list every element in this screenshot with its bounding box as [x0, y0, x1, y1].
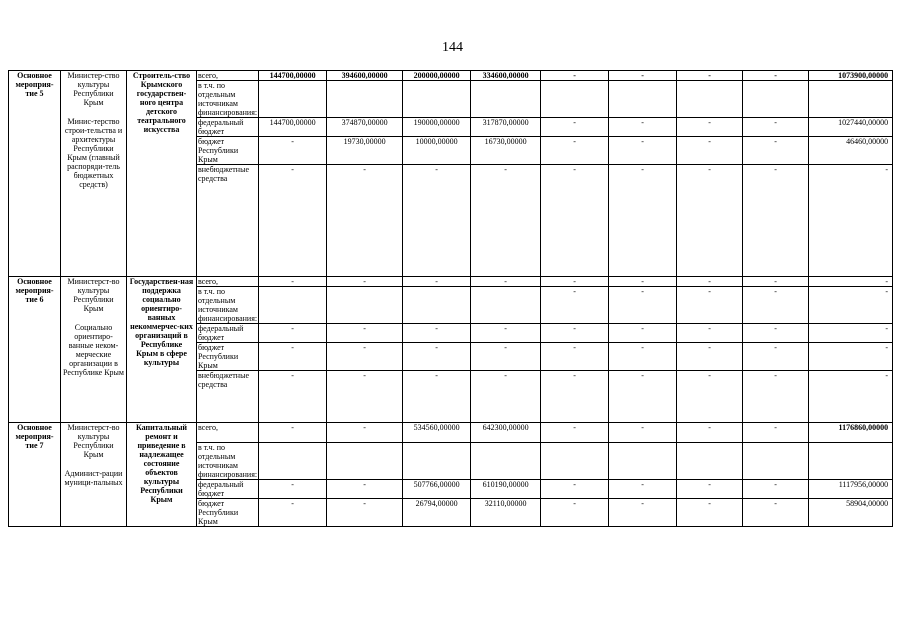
value-cell: 26794,00000 [403, 499, 471, 527]
value-cell: - [677, 499, 743, 527]
value-cell: - [541, 343, 609, 371]
value-cell: - [403, 165, 471, 277]
value-cell: - [327, 499, 403, 527]
value-cell: - [471, 165, 541, 277]
executor-text: Социально ориентиро-ванные неком-мерческие организации в Республике Крым [63, 323, 124, 377]
budget-table [8, 70, 893, 527]
value-cell: 507766,00000 [403, 480, 471, 499]
value-cell [403, 287, 471, 324]
value-cell: - [259, 277, 327, 287]
total-cell [809, 443, 893, 480]
value-cell: 317870,00000 [471, 118, 541, 137]
value-cell: - [609, 287, 677, 324]
value-cell: - [259, 165, 327, 277]
source-label: федеральный бюджет [197, 118, 259, 137]
value-cell: 16730,00000 [471, 137, 541, 165]
value-cell: - [677, 165, 743, 277]
source-label: всего, [197, 423, 259, 443]
total-cell: - [809, 165, 893, 277]
value-cell: - [743, 277, 809, 287]
total-cell: 1117956,00000 [809, 480, 893, 499]
value-cell: - [609, 277, 677, 287]
executor-text: Министер-ство культуры Республики Крым [67, 71, 120, 107]
value-cell: - [609, 165, 677, 277]
total-cell: 1027440,00000 [809, 118, 893, 137]
total-cell: 1176860,00000 [809, 423, 893, 443]
event-title-cell: Государствен-ная поддержка социально ориентиро-ванных некоммерчес-ких организаций в Республике Крым в сфере культуры [127, 277, 197, 423]
value-cell [743, 443, 809, 480]
value-cell: - [541, 71, 609, 81]
source-label: всего, [197, 71, 259, 81]
value-cell [677, 443, 743, 480]
value-cell: - [677, 137, 743, 165]
value-cell: - [471, 371, 541, 423]
value-cell: 374870,00000 [327, 118, 403, 137]
value-cell: - [743, 165, 809, 277]
value-cell: 32110,00000 [471, 499, 541, 527]
value-cell: - [541, 480, 609, 499]
value-cell: - [609, 118, 677, 137]
value-cell: - [609, 423, 677, 443]
event-number-cell: Основное мероприя-тие 7 [9, 423, 61, 527]
value-cell: 642300,00000 [471, 423, 541, 443]
total-cell: - [809, 287, 893, 324]
executor-text: Министерст-во культуры Республики Крым [67, 277, 120, 313]
total-cell: 1073900,00000 [809, 71, 893, 81]
value-cell: 334600,00000 [471, 71, 541, 81]
total-cell: - [809, 343, 893, 371]
event-title-cell: Строитель-ство Крымского государствен-ного центра детского театрального искусства [127, 71, 197, 277]
value-cell: - [327, 371, 403, 423]
value-cell: - [677, 371, 743, 423]
event-title-cell: Капитальный ремонт и приведение в надлежащее состояние объектов культуры Республики Крым [127, 423, 197, 527]
source-label: бюджет Республики Крым [197, 499, 259, 527]
value-cell: - [609, 343, 677, 371]
value-cell: - [677, 480, 743, 499]
value-cell [259, 81, 327, 118]
source-label: бюджет Республики Крым [197, 343, 259, 371]
value-cell: - [327, 343, 403, 371]
value-cell: - [677, 277, 743, 287]
value-cell: - [541, 137, 609, 165]
value-cell: - [677, 423, 743, 443]
source-label: бюджет Республики Крым [197, 137, 259, 165]
executor-text: Министерст-во культуры Республики Крым [67, 423, 120, 459]
value-cell [541, 81, 609, 118]
value-cell: - [541, 287, 609, 324]
source-label: в т.ч. по отдельным источникам финансирования: [198, 443, 258, 479]
executor-cell [61, 71, 127, 277]
value-cell: - [609, 324, 677, 343]
value-cell [743, 81, 809, 118]
value-cell: - [677, 343, 743, 371]
value-cell: - [327, 480, 403, 499]
value-cell [259, 287, 327, 324]
value-cell: - [259, 480, 327, 499]
source-label: федеральный бюджет [197, 324, 259, 343]
value-cell: 394600,00000 [327, 71, 403, 81]
value-cell [541, 443, 609, 480]
value-cell: 10000,00000 [403, 137, 471, 165]
value-cell [471, 287, 541, 324]
table-row [9, 71, 893, 81]
value-cell: - [403, 324, 471, 343]
value-cell: - [403, 277, 471, 287]
value-cell: - [541, 423, 609, 443]
value-cell: - [609, 499, 677, 527]
value-cell: 200000,00000 [403, 71, 471, 81]
value-cell [471, 443, 541, 480]
table-row [9, 277, 893, 287]
executor-cell [61, 423, 127, 527]
value-cell [403, 443, 471, 480]
source-label: в т.ч. по отдельным источникам финансирования: [198, 81, 258, 117]
value-cell [327, 287, 403, 324]
value-cell: - [743, 371, 809, 423]
total-cell: 46460,00000 [809, 137, 893, 165]
value-cell: - [403, 371, 471, 423]
event-number-cell: Основное мероприя-тие 5 [9, 71, 61, 277]
value-cell: - [327, 324, 403, 343]
total-cell: 58904,00000 [809, 499, 893, 527]
value-cell: - [541, 499, 609, 527]
value-cell: 19730,00000 [327, 137, 403, 165]
value-cell: - [609, 137, 677, 165]
value-cell: - [743, 343, 809, 371]
value-cell: - [609, 71, 677, 81]
value-cell: - [259, 343, 327, 371]
value-cell: - [541, 277, 609, 287]
value-cell: - [743, 423, 809, 443]
value-cell [471, 81, 541, 118]
value-cell: - [259, 137, 327, 165]
total-cell [809, 81, 893, 118]
value-cell: - [743, 137, 809, 165]
value-cell [609, 81, 677, 118]
value-cell: - [677, 287, 743, 324]
value-cell: - [677, 324, 743, 343]
value-cell: - [541, 118, 609, 137]
source-label: в т.ч. по отдельным источникам финансирования: [198, 287, 258, 323]
value-cell: - [327, 423, 403, 443]
value-cell: - [677, 118, 743, 137]
value-cell [609, 443, 677, 480]
value-cell: - [327, 277, 403, 287]
value-cell: - [259, 423, 327, 443]
value-cell: - [541, 371, 609, 423]
value-cell [677, 81, 743, 118]
executor-cell [61, 277, 127, 423]
value-cell: - [259, 499, 327, 527]
value-cell: - [743, 71, 809, 81]
value-cell: - [743, 287, 809, 324]
value-cell: - [743, 480, 809, 499]
value-cell: - [743, 324, 809, 343]
total-cell: - [809, 277, 893, 287]
value-cell: 144700,00000 [259, 71, 327, 81]
executor-text: Админист-рации муници-пальных [64, 469, 123, 487]
value-cell: - [403, 343, 471, 371]
value-cell: - [471, 343, 541, 371]
source-label: всего, [197, 277, 259, 287]
value-cell: - [609, 480, 677, 499]
value-cell: - [609, 371, 677, 423]
source-label: внебюджетные средства [197, 371, 259, 423]
page-number: 144 [442, 40, 463, 55]
value-cell: - [259, 371, 327, 423]
value-cell [259, 443, 327, 480]
value-cell: - [259, 324, 327, 343]
total-cell: - [809, 371, 893, 423]
value-cell: 144700,00000 [259, 118, 327, 137]
source-label: внебюджетные средства [197, 165, 259, 277]
value-cell: - [327, 165, 403, 277]
total-cell: - [809, 324, 893, 343]
value-cell: 190000,00000 [403, 118, 471, 137]
source-label: федеральный бюджет [197, 480, 259, 499]
table-row [9, 423, 893, 443]
value-cell: - [677, 71, 743, 81]
value-cell [403, 81, 471, 118]
value-cell: - [743, 499, 809, 527]
event-number-cell: Основное мероприя-тие 6 [9, 277, 61, 423]
value-cell: - [471, 277, 541, 287]
value-cell [327, 81, 403, 118]
executor-text: Минис-терство строи-тельства и архитектуры Республики Крым (главный распоряди-тель бюджетных средств) [64, 117, 123, 189]
value-cell: - [743, 118, 809, 137]
value-cell: 610190,00000 [471, 480, 541, 499]
value-cell: - [541, 324, 609, 343]
value-cell: - [541, 165, 609, 277]
value-cell: 534560,00000 [403, 423, 471, 443]
value-cell [327, 443, 403, 480]
value-cell: - [471, 324, 541, 343]
